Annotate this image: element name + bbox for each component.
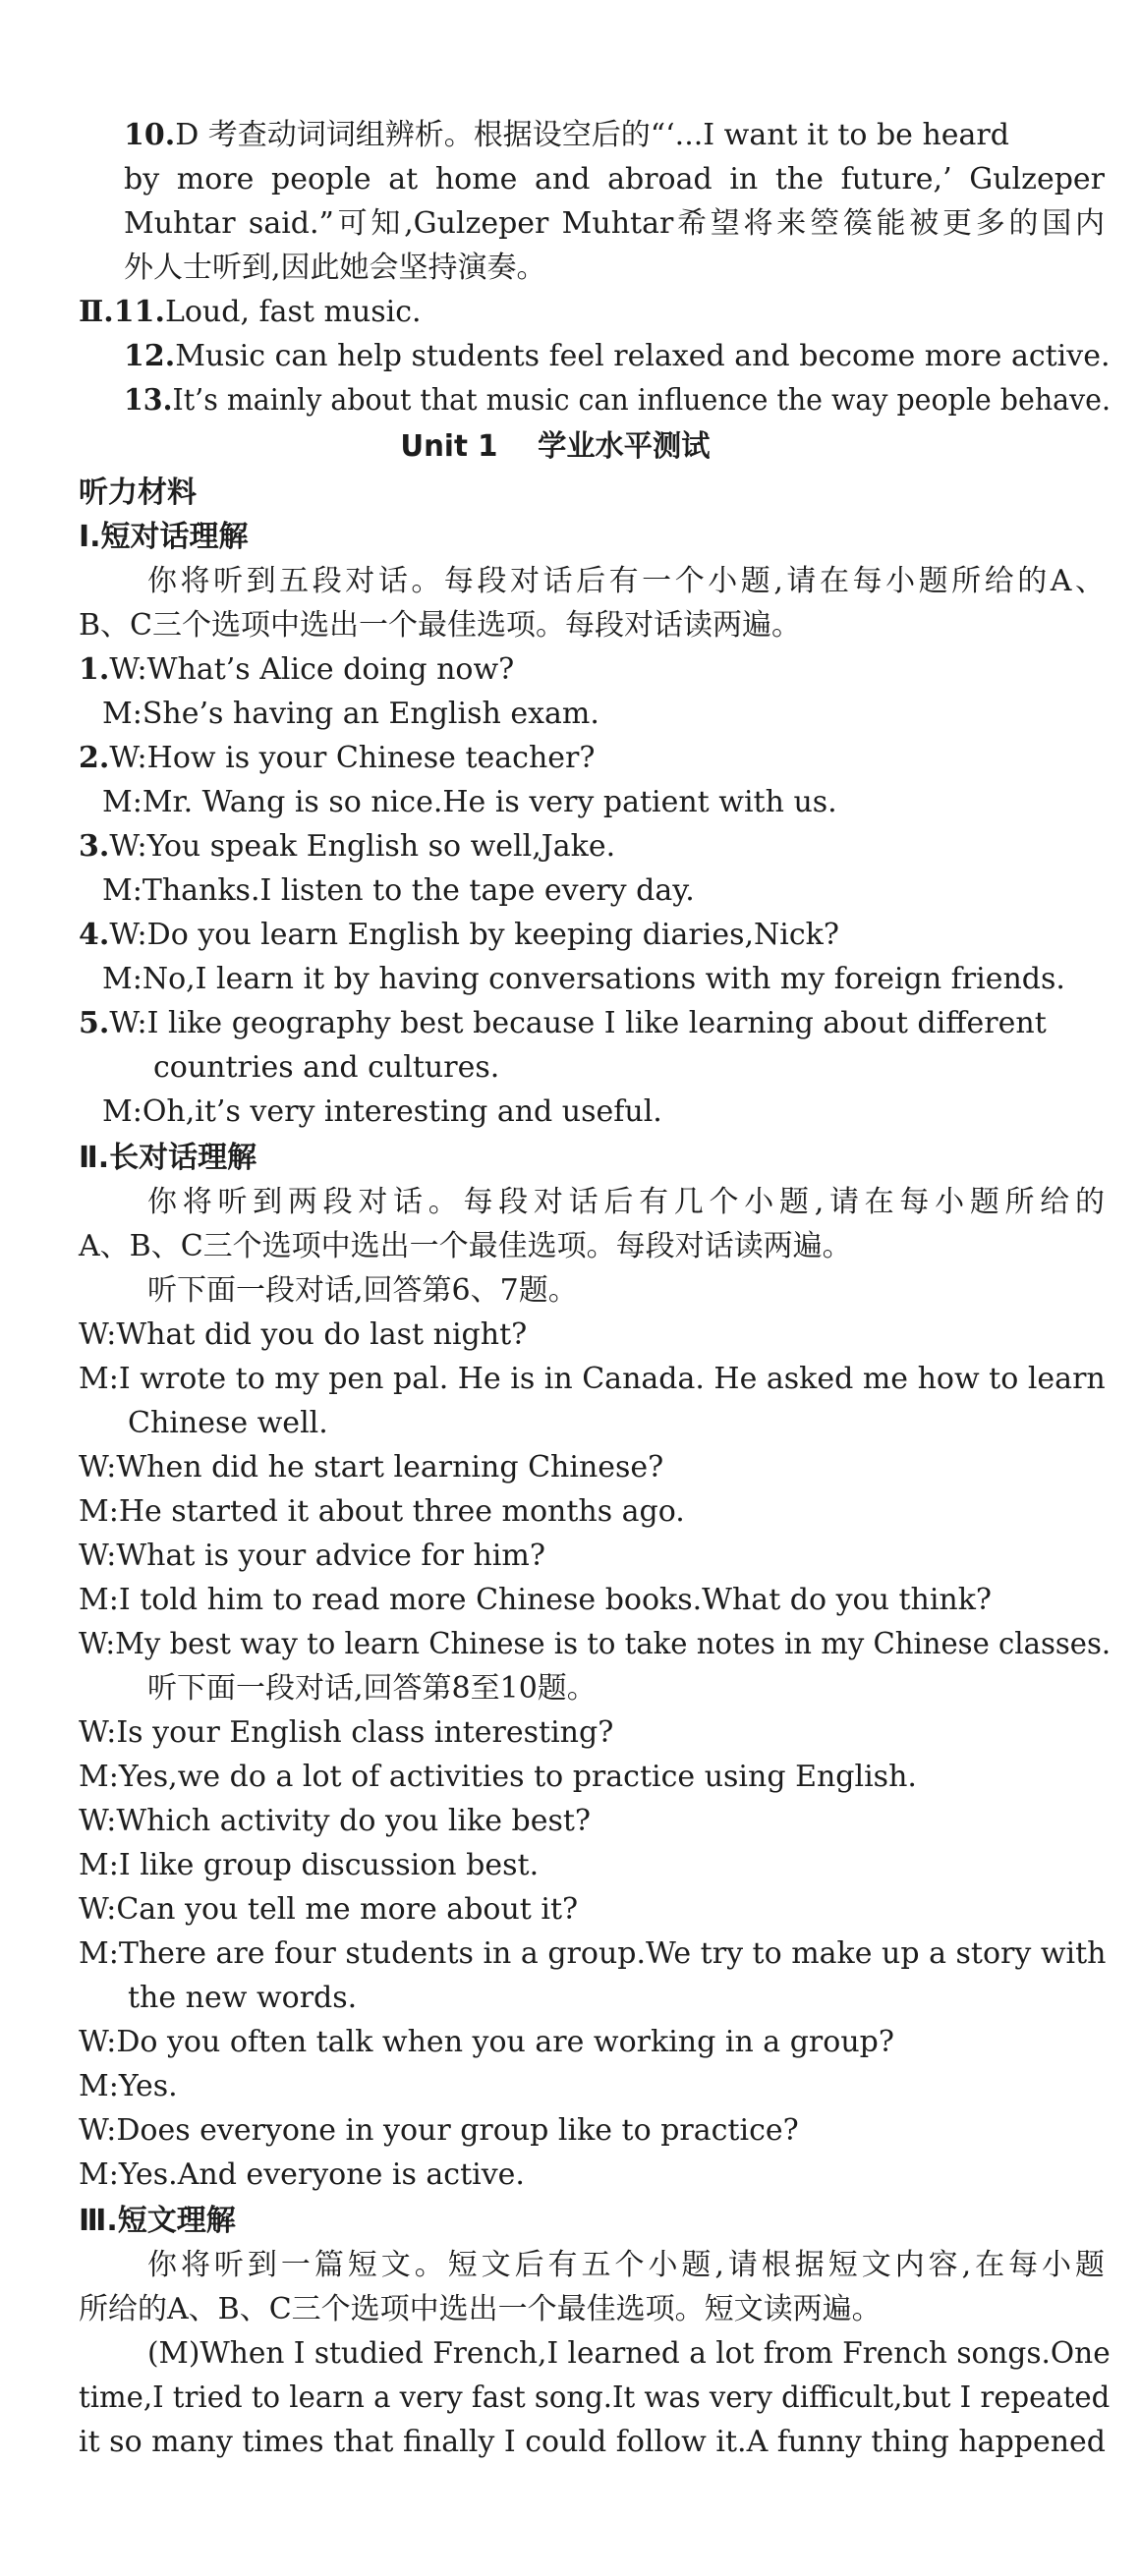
- passage-line-1: (M)When I studied French,I learned a lot from French songs.One: [147, 2336, 1111, 2371]
- dialog2-number: 2.: [79, 741, 110, 775]
- q10-text-1: D 考查动词词组辨析。根据设空后的“‘...I want it to be heard: [175, 118, 1009, 152]
- section3-intro-1: 你将听到一篇短文。短文后有五个小题,请根据短文内容,在每小题: [147, 2248, 1105, 2282]
- passage-line-3: it so many times that finally I could follow it.A funny thing happened: [79, 2425, 1107, 2459]
- section3-heading: Ⅲ.短文理解: [79, 2204, 236, 2238]
- dialog1-w: [79, 650, 514, 690]
- dialog4-w: [79, 916, 839, 955]
- dialog-b-line-3: W:Which activity do you like best?: [79, 1804, 591, 1838]
- part2-answer-13: [124, 381, 1111, 420]
- dialog3-m: M:Thanks.I listen to the tape every day.: [102, 873, 695, 908]
- dialog-b-line-10: W:Does everyone in your group like to practice?: [79, 2113, 799, 2148]
- dialog4-m: M:No,I learn it by having conversations with my foreign friends.: [102, 962, 1065, 996]
- section2-heading: Ⅱ.长对话理解: [79, 1141, 257, 1175]
- dialog2-w: [79, 739, 595, 778]
- part2-answer-11: [79, 293, 422, 332]
- section2-intro-1: 你将听到两段对话。每段对话后有几个小题,请在每小题所给的: [147, 1185, 1105, 1219]
- section2-intro-2: A、B、C三个选项中选出一个最佳选项。每段对话读两遍。: [79, 1229, 852, 1263]
- dialog1-m: M:She’s having an English exam.: [102, 697, 599, 731]
- part2-answer-12: [124, 337, 1111, 376]
- dialog-a-line-2: M:I wrote to my pen pal. He is in Canada. He asked me how to learn: [79, 1362, 1106, 1396]
- dialog-b-line-6: M:There are four students in a group.We try to make up a story with: [79, 1936, 1107, 1971]
- dialog3-w: [79, 827, 615, 867]
- dialog-b-line-1: W:Is your English class interesting?: [79, 1715, 614, 1750]
- listening-heading: 听力材料: [79, 476, 197, 510]
- dialog-a-line-1: W:What did you do last night?: [79, 1317, 528, 1352]
- section3-intro-2: 所给的A、B、C三个选项中选出一个最佳选项。短文读两遍。: [79, 2292, 882, 2326]
- q13-text: It’s mainly about that music can influence the way people behave.: [172, 383, 1112, 418]
- dialog5-w: [79, 1004, 1105, 1043]
- q12-number: 12.: [124, 339, 176, 373]
- q11-number: 11.: [113, 295, 165, 329]
- dialog5-m: M:Oh,it’s very interesting and useful.: [102, 1094, 662, 1129]
- dialog-b-line-5: W:Can you tell me more about it?: [79, 1892, 579, 1927]
- dialog4-number: 4.: [79, 918, 110, 952]
- dialog-b-line-11: M:Yes.And everyone is active.: [79, 2157, 525, 2192]
- dialog3-number: 3.: [79, 829, 110, 864]
- dialog-b-line-9: M:Yes.: [79, 2069, 178, 2103]
- dialog2-m: M:Mr. Wang is so nice.He is very patient with us.: [102, 785, 837, 819]
- dialog4-w-text: W:Do you learn English by keeping diaries,Nick?: [109, 918, 839, 952]
- dialog-b-line-7: the new words.: [128, 1981, 358, 2015]
- part2-roman: Ⅱ.: [79, 295, 114, 329]
- dialog-a-line-8: W:My best way to learn Chinese is to take notes in my Chinese classes.: [79, 1627, 1112, 1661]
- dialog-b-line-8: W:Do you often talk when you are working in a group?: [79, 2025, 894, 2059]
- dialog-a-label: 听下面一段对话,回答第6、7题。: [147, 1273, 578, 1308]
- dialog5-w-text: W:I like geography best because I like learning about different: [109, 1006, 1047, 1040]
- dialog-a-line-4: W:When did he start learning Chinese?: [79, 1450, 664, 1484]
- dialog1-number: 1.: [79, 652, 110, 687]
- dialog5-w-cont: countries and cultures.: [153, 1050, 500, 1085]
- q11-text: Loud, fast music.: [164, 295, 422, 329]
- passage-line-2: time,I tried to learn a very fast song.It was very difficult,but I repeated: [79, 2380, 1111, 2415]
- dialog3-w-text: W:You speak English so well,Jake.: [109, 829, 616, 864]
- dialog-b-line-4: M:I like group discussion best.: [79, 1848, 540, 1882]
- q12-text: Music can help students feel relaxed and become more active.: [175, 339, 1111, 373]
- q10-line-3: Muhtar said.”可知,Gulzeper Muhtar希望将来箜篌能被更多的国内: [124, 206, 1105, 241]
- dialog-a-line-7: M:I told him to read more Chinese books.What do you think?: [79, 1583, 993, 1617]
- q10-line-1: [124, 116, 1105, 155]
- dialog-a-line-5: M:He started it about three months ago.: [79, 1494, 685, 1529]
- dialog-a-line-3: Chinese well.: [128, 1406, 328, 1440]
- dialog-b-label: 听下面一段对话,回答第8至10题。: [147, 1671, 597, 1706]
- dialog5-number: 5.: [79, 1006, 110, 1040]
- q10-line-4: 外人士听到,因此她会坚持演奏。: [124, 251, 546, 285]
- q13-number: 13.: [124, 383, 173, 418]
- dialog-b-line-2: M:Yes,we do a lot of activities to practice using English.: [79, 1760, 917, 1794]
- section1-heading: Ⅰ.短对话理解: [79, 520, 249, 554]
- dialog2-w-text: W:How is your Chinese teacher?: [109, 741, 596, 775]
- q10-line-2: by more people at home and abroad in the future,’ Gulzeper: [124, 162, 1105, 196]
- dialog-a-line-6: W:What is your advice for him?: [79, 1539, 545, 1573]
- q10-number: 10.: [124, 118, 176, 152]
- section1-intro-1: 你将听到五段对话。每段对话后有一个小题,请在每小题所给的A、: [147, 564, 1105, 598]
- dialog1-w-text: W:What’s Alice doing now?: [109, 652, 515, 687]
- section1-intro-2: B、C三个选项中选出一个最佳选项。每段对话读两遍。: [79, 608, 801, 643]
- unit-title: Unit 1 学业水平测试: [400, 429, 711, 464]
